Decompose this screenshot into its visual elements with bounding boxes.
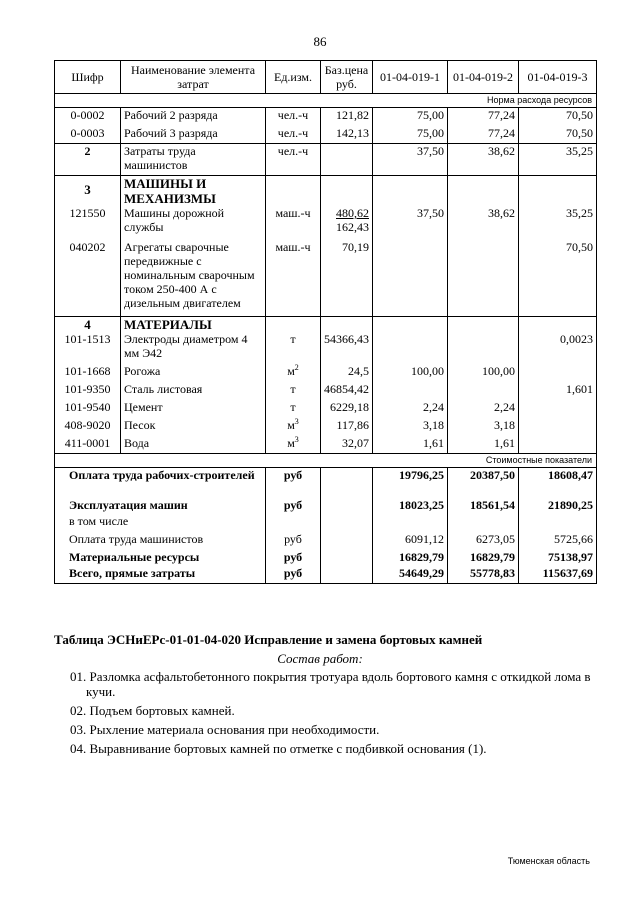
section-code: 3 (55, 176, 121, 207)
row-v3 (519, 364, 597, 382)
unit-text: м (287, 435, 295, 450)
unit-sup: 3 (294, 416, 299, 426)
unit-sup: 3 (294, 434, 299, 444)
table-row (55, 400, 597, 418)
header-col1: 01-04-019-1 (373, 61, 448, 94)
cost-v1: 16829,79 (373, 550, 448, 566)
table-row (55, 332, 597, 364)
row-code: 0-0002 (55, 108, 121, 126)
cost-v3: 75138,97 (519, 550, 597, 566)
row-v1: 100,00 (373, 364, 448, 382)
row-v2 (448, 382, 519, 400)
row-price: 24,5 (321, 364, 373, 382)
row-code: 101-9540 (55, 400, 121, 418)
row-v3: 70,50 (519, 108, 597, 126)
cost-v1 (373, 514, 448, 532)
table-row (55, 364, 597, 382)
row-v2: 38,62 (448, 144, 519, 176)
cost-v3: 18608,47 (519, 468, 597, 498)
row-v3: 35,25 (519, 144, 597, 176)
row-v2: 77,24 (448, 108, 519, 126)
row-unit: т (266, 382, 321, 400)
section-code: 4 (55, 316, 121, 332)
table-row (55, 126, 597, 144)
cost-v1: 19796,25 (373, 468, 448, 498)
cost-row (55, 514, 597, 532)
cost-unit: руб (266, 498, 321, 514)
row-code: 2 (55, 144, 121, 176)
composition-title: Состав работ: (277, 651, 363, 666)
section-title: МАШИНЫ И МЕХАНИЗМЫ (121, 176, 266, 207)
row-code: 408-9020 (55, 418, 121, 436)
row-name: Электроды диаметром 4 мм Э42 (121, 332, 266, 364)
table-row (55, 108, 597, 126)
header-code: Шифр (55, 61, 121, 94)
row-v2: 1,61 (448, 436, 519, 454)
cost-unit: руб (266, 468, 321, 498)
band-row-costs (55, 454, 597, 468)
band-row-resources (55, 94, 597, 108)
row-name: Сталь листовая (121, 382, 266, 400)
cost-v3: 5725,66 (519, 532, 597, 550)
row-v3: 0,0023 (519, 332, 597, 364)
section-title: МАТЕРИАЛЫ (121, 316, 266, 332)
row-price: 32,07 (321, 436, 373, 454)
work-item (70, 669, 600, 699)
cost-v1: 6091,12 (373, 532, 448, 550)
table-row (55, 206, 597, 240)
work-item (70, 741, 600, 756)
row-unit: чел.-ч (266, 144, 321, 176)
row-name: Цемент (121, 400, 266, 418)
row-v1 (373, 332, 448, 364)
header-col3: 01-04-019-3 (519, 61, 597, 94)
row-name: Затраты труда машинистов (121, 144, 266, 176)
section-materials (55, 316, 597, 332)
row-v2: 38,62 (448, 206, 519, 240)
band-costs: Стоимостные показатели (55, 454, 597, 468)
resource-table (54, 60, 597, 584)
row-price: 6229,18 (321, 400, 373, 418)
section-machines (55, 176, 597, 207)
table-header-row (55, 61, 597, 94)
header-col2: 01-04-019-2 (448, 61, 519, 94)
row-name: Песок (121, 418, 266, 436)
row-name: Рабочий 2 разряда (121, 108, 266, 126)
cost-row (55, 550, 597, 566)
row-code: 040202 (55, 240, 121, 316)
row-unit (266, 364, 321, 382)
row-unit (266, 418, 321, 436)
row-unit: маш.-ч (266, 206, 321, 240)
cost-row (55, 468, 597, 498)
cost-unit: руб (266, 532, 321, 550)
cost-v2: 55778,83 (448, 566, 519, 584)
cost-row (55, 532, 597, 550)
cost-v3: 115637,69 (519, 566, 597, 584)
cost-v1: 18023,25 (373, 498, 448, 514)
header-name: Наименование элемента затрат (121, 61, 266, 94)
cost-unit: руб (266, 550, 321, 566)
header-price: Баз.цена руб. (321, 61, 373, 94)
row-v2: 3,18 (448, 418, 519, 436)
row-name: Вода (121, 436, 266, 454)
unit-text: м (287, 363, 295, 378)
row-unit (266, 436, 321, 454)
work-text: 04. Выравнивание бортовых камней по отметке с подбивкой основания (1). (70, 741, 487, 756)
work-text-cont: кучи. (86, 684, 116, 699)
row-price (321, 144, 373, 176)
row-v3 (519, 436, 597, 454)
row-price: 46854,42 (321, 382, 373, 400)
cost-row (55, 566, 597, 584)
row-code: 0-0003 (55, 126, 121, 144)
table-row (55, 418, 597, 436)
row-code: 121550 (55, 206, 121, 240)
row-v3: 70,50 (519, 240, 597, 316)
row-price: 117,86 (321, 418, 373, 436)
row-code: 101-1668 (55, 364, 121, 382)
row-name: Агрегаты сварочные передвижные с номинальным сварочным током 250-400 А с дизельным двигателем (121, 240, 266, 316)
row-unit: чел.-ч (266, 126, 321, 144)
work-list (70, 669, 600, 760)
cost-name: Оплата труда рабочих-строителей (55, 468, 266, 498)
row-name: Машины дорожной службы (121, 206, 266, 240)
cost-name: в том числе (55, 514, 266, 532)
row-v2: 100,00 (448, 364, 519, 382)
work-text: 02. Подъем бортовых камней. (70, 703, 235, 718)
row-v2: 77,24 (448, 126, 519, 144)
row-v1: 75,00 (373, 108, 448, 126)
row-name: Рогожа (121, 364, 266, 382)
row-v3: 35,25 (519, 206, 597, 240)
row-v3 (519, 418, 597, 436)
row-v2 (448, 332, 519, 364)
row-v3: 1,601 (519, 382, 597, 400)
row-v1: 1,61 (373, 436, 448, 454)
row-v3 (519, 400, 597, 418)
cost-name: Материальные ресурсы (55, 550, 266, 566)
region-footer: Тюменская область (507, 856, 590, 866)
cost-v1: 54649,29 (373, 566, 448, 584)
row-unit: т (266, 400, 321, 418)
cost-row (55, 498, 597, 514)
cost-name: Всего, прямые затраты (55, 566, 266, 584)
row-unit: т (266, 332, 321, 364)
cost-unit: руб (266, 566, 321, 584)
row-unit: чел.-ч (266, 108, 321, 126)
band-resources: Норма расхода ресурсов (55, 94, 597, 108)
cost-v2 (448, 514, 519, 532)
header-unit: Ед.изм. (266, 61, 321, 94)
row-v1: 3,18 (373, 418, 448, 436)
cost-unit (266, 514, 321, 532)
row-price: 70,19 (321, 240, 373, 316)
row-v1 (373, 240, 448, 316)
price-current: 162,43 (336, 220, 369, 234)
row-price: 142,13 (321, 126, 373, 144)
row-price (321, 206, 373, 240)
table-row (55, 144, 597, 176)
work-text: 01. Разломка асфальтобетонного покрытия тротуара вдоль бортового камня с откидкой лома в (70, 669, 591, 684)
row-v1: 37,50 (373, 206, 448, 240)
cost-name: Оплата труда машинистов (55, 532, 266, 550)
row-code: 411-0001 (55, 436, 121, 454)
unit-sup: 2 (294, 362, 299, 372)
cost-v2: 18561,54 (448, 498, 519, 514)
row-v3: 70,50 (519, 126, 597, 144)
row-v2 (448, 240, 519, 316)
cost-v3: 21890,25 (519, 498, 597, 514)
cost-v3 (519, 514, 597, 532)
cost-name: Эксплуатация машин (55, 498, 266, 514)
cost-v2: 16829,79 (448, 550, 519, 566)
table-row (55, 382, 597, 400)
row-v1 (373, 382, 448, 400)
cost-v2: 20387,50 (448, 468, 519, 498)
price-old: 480,62 (336, 206, 369, 220)
page-number: 86 (313, 34, 327, 49)
table-caption: Таблица ЭСНиЕРс-01-01-04-020 Исправление и замена бортовых камней (54, 632, 483, 647)
table-row (55, 240, 597, 316)
row-code: 101-9350 (55, 382, 121, 400)
row-v1: 75,00 (373, 126, 448, 144)
row-price: 121,82 (321, 108, 373, 126)
cost-v2: 6273,05 (448, 532, 519, 550)
row-unit: маш.-ч (266, 240, 321, 316)
row-v1: 2,24 (373, 400, 448, 418)
row-name: Рабочий 3 разряда (121, 126, 266, 144)
row-v1: 37,50 (373, 144, 448, 176)
table-row (55, 436, 597, 454)
row-code: 101-1513 (55, 332, 121, 364)
work-item (70, 722, 600, 737)
unit-text: м (287, 417, 295, 432)
work-text: 03. Рыхление материала основания при необходимости. (70, 722, 380, 737)
row-v2: 2,24 (448, 400, 519, 418)
work-item (70, 703, 600, 718)
row-price: 54366,43 (321, 332, 373, 364)
